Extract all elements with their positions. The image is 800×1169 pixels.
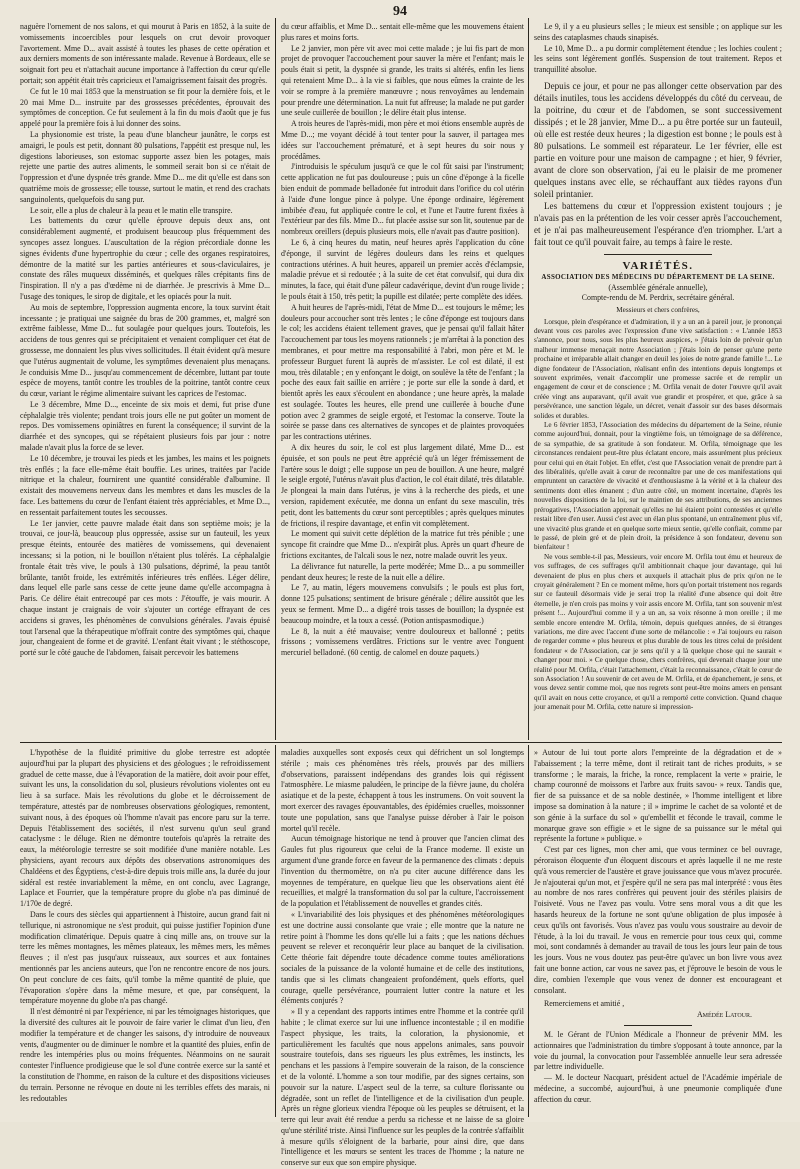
separator-rule <box>624 1025 692 1026</box>
paragraph: Au mois de septembre, l'oppression augmenta encore, la toux survint était incessante ; je pratiquai une saignée du bras de 200 grammes, et, malgré son extrême faiblesse, Mme D... fut soulagée pour quelques jours. Toutefois, les accidens de tous genres qui se précipitaient et venaient compliquer cet état de grossesse, me donnaient les plus vives sollicitudes. Il était évident qu'à mesure que l'utérus augmentait de volume, les symptômes devenaient plus menaçans. Je conduisis Mme D... jusqu'au commencement de décembre, luttant par toute espèce de moyens, tantôt contre les troubles de la poitrine, tantôt contre ceux du cœur, variant le régime alimentaire suivant les caprices de l'estomac. <box>20 302 270 399</box>
notice: M. le Gérant de l'Union Médicale a l'honneur de prévenir MM. les actionnaires que l'administration du timbre s'opposant à toute annonce, par la voie du journal, la convocation pour l'assemblée annuelle leur sera adressée par lettre individuelle. <box>534 1029 782 1072</box>
observation-and-varietes-column <box>534 22 782 738</box>
page-number: 94 <box>393 4 407 19</box>
paragraph: Il n'est démontré ni par l'expérience, ni par les témoignages historiques, que la diversité des cultures ait le pouvoir de faire varier le climat d'un lieu, d'en modifier la température et de changer les saisons, d'y introduire de nouveaux vents, d'augmenter ou de diminuer le nombre et la quantité des pluies, enfin de rendre les intempéries plus ou moins fréquentes. Néanmoins on ne saurait contester l'influence prodigieuse que le sol d'une contrée exerce sur la santé et la constitution de l'homme, en raison de la culture et des dispositions vicieuses du terrain. Personne ne révoque en doute ni les terribles effets des marais, ni les redoutables <box>20 1007 270 1103</box>
column-rule-left-bottom <box>275 745 276 1117</box>
paragraph: Le 2 janvier, mon père vit avec moi cette malade ; je lui fis part de mon projet de provoquer l'accouchement pour sauver la mère et l'enfant; mais le pouls était si petit, la dyspnée si grande, les traits si altérés, enfin les liens qui retenaient Mme D... à la vie si faibles, que nous eûmes la crainte de les voir se rompre à la première manœuvre ; nous renvoyâmes au lendemain pour prendre une détermination. La nuit fut affreuse; la malade ne put garder une seule cuillerée de bouillon ; le délire était plus intense. <box>281 43 524 118</box>
paragraph: « L'invariabilité des lois physiques et des phénomènes météorologiques est une doctrine aussi consolante que vraie ; elle montre que la nature ne retire point à l'homme les dons qu'elle lui a faits ; que les nations déchues peuvent se relever et reconquérir leur place au banquet de la civilisation. Cette théorie fait dépendre toute décadence comme toutes améliorations sociales de la puissance de la volonté humaine et de celle des institutions, tandis que si les climats changeaient profondément, quels efforts, quel courage, quelle persévérance, pourraient lutter contre la nature et les éléments conjurés ? <box>281 909 524 1006</box>
paragraph: Le 1er janvier, cette pauvre malade était dans son septième mois; je la trouvai, ce jour-là, beaucoup plus oppressée, assise sur un fauteuil, les yeux presque éteints, entourée des matières de vomissemens, qui devenaient incessans; si la potion, ni le bouillon n'étaient plus tolérés. La céphalalgie frontale était très vive, le pouls à 130 pulsations, déprimé, la peau tantôt brûlante, tantôt froide, les extrémités inférieures très enflées. Léger délire, dans lequel elle parle sans cesse de cette jeune dame qu'elle accompagna à Paris. Ce délire était entrecoupé par ces mots : J'étouffe, je vais mourir. A chaque instant je craignais de voir s'ajouter un cortége effrayant de ces accidens si graves, les phénomènes de convulsions générales. J'avais épuisé tout l'arsenal que la thérapeutique m'offrait contre des symptômes qui, chaque jour, changeaient de forme et de gravité. L'enfant était vivant ; le stéthoscope, porté sur le côté gauche de l'abdomen, faisait percevoir les battemens <box>20 518 270 658</box>
salutation: Messieurs et chers confrères, <box>616 306 700 315</box>
large-print-block <box>534 80 782 248</box>
paragraph: Le 10 décembre, je trouvai les pieds et les jambes, les mains et les poignets très enflés ; la face elle-même était bouffie. Les urines, traitées par l'acide nitrique et la chaleur, fournirent une quantité considérable d'albumine. Il existait des mouvemens nerveux dans les membres et dans les muscles de la face. Les battemens du cœur de l'enfant étaient très appréciables, et Mme D..., en ressentait parfaitement toutes les secousses. <box>20 453 270 517</box>
paragraph: Le 7, au matin, légers mouvemens convulsifs ; le pouls est plus fort, donne 125 pulsations; sentiment de brisure générale ; délire aussitôt que les yeux se ferment. Mme D... a digéré trois tasses de bouillon; la dyspnée est beaucoup moindre, et la toux a cessé. (Potion antispasmodique.) <box>281 583 524 625</box>
paragraph: Le 6, à cinq heures du matin, neuf heures après l'application du cône d'éponge, il survint de légères douleurs dans les reins et quelques contractions utérines. A huit heures, appareil un premier accès d'éclampsie, maladie prévue et si redoutée ; à la suite de cet état convulsif, qui dura dix minutes, la face, qui était d'une pâleur cadavérique, devint d'un rouge livide ; le pouls était à 150, très petit; la pupille est dilatée; perte complète des idées. <box>281 237 524 301</box>
feuilleton-column-3 <box>534 748 782 1120</box>
paragraph: J'introduisis le spéculum jusqu'à ce que le col fût saisi par l'instrument; cette application ne fut pas douloureuse ; puis un cône d'éponge à la ficelle bien enduit de pommade belladonée fut introduit dans l'orifice du col utérin à l'aide d'une longue pince à polype. Une éponge ordinaire, légèrement imbibée d'eau, fut appliquée contre le col, et l'une et l'autre furent fixées à l'extérieur par des fils. Mme D... fut placée assise sur son lit, soutenue par de nombreux oreillers (depuis plusieurs mois, elle n'avait pas d'autre position). <box>281 162 524 237</box>
section-subtitle: ASSOCIATION DES MÉDECINS DU DÉPARTEMENT DE LA SEINE. <box>541 272 775 281</box>
paragraph: Le 8, la nuit a été mauvaise; ventre douloureux et ballonné ; petits frissons ; vomissemens verdâtres. Frictions sur le ventre avec l'onguent mercuriel belladoné. (60 centig. de calomel en douze paquets.) <box>281 626 524 658</box>
signature: Amédée Latour. <box>696 1010 752 1020</box>
paragraph: Le 10, Mme D... a pu dormir complètement étendue ; les lochies coulent ; les seins sont légèrement gonflés. Suspension de tout traitement. Repos et tranquillité absolue. <box>534 43 782 75</box>
observation-column-2 <box>281 22 524 738</box>
paragraph: Les battements du cœur qu'elle éprouve depuis deux ans, ont considérablement augmenté, et produisent beaucoup plus fréquemment des syncopes assez longues. L'auscultation de la région précordiale donne les signes évidents d'une hypertrophie du cœur ; celle des organes respiratoires, démontre de la matité sur les parties antérieures et sous-claviculaires, je constate des râles muqueux disséminés, et quelques râles crépitants fins de l'inspiration. Il n'y a pas d'œdème ni de diarrhée. Je prescrivis à Mme D... l'usage des toniques, le sirop de digitale, et les opiacés pour la nuit. <box>20 216 270 301</box>
column-rule-right-bottom <box>528 745 529 1117</box>
observation-column-1 <box>20 22 270 738</box>
paragraph: » Autour de lui tout porte alors l'empreinte de la dégradation et de » l'abaissement ; la terre même, dont il retirait tant de riches produits, » se transforme ; le marais, la friche, la ronce, remplacent la verte » prairie, le champ couronné de moissons et l'arbre aux fruits savou- » reux. Tandis que, fier de sa puissance et de sa noble destinée, » l'homme intelligent et libre impose sa domination à la nature ; il » imprime le cachet de sa volonté et de son génie à la surface du sol » qu'embellit et féconde le travail, comme le monarque grave son effigie » et le signe de sa puissance sur le métal qui représente la fortune » publique. » <box>534 748 782 844</box>
column-rule-left-top <box>275 18 276 740</box>
feuilleton-column-2 <box>281 748 524 1168</box>
paragraph: A dix heures du soir, le col est plus largement dilaté, Mme D... est épuisée, et son pouls ne peut être apprécié qu'à un léger frémissement de l'artère sous le doigt ; elle suppose un peu de bouillon. A une heure, malgré le seigle ergoté, l'utérus n'avait plus d'action, le col était dilaté, très dilatable. Je plongeai la main dans l'utérus, je vins à la recherche des pieds, et une version, rapidement exécutée, me donna un enfant du sexe masculin, très petit, dont les battements du cœur sont perceptibles ; après quelques minutes de frictions, il respire davantage, et enfin vit complètement. <box>281 443 524 528</box>
paragraph: L'hypothèse de la fluidité primitive du globe terrestre est adoptée aujourd'hui par la plupart des physiciens et des géologues ; le refroidissement graduel de cette masse, due à l'évaporation de la matière, doit avoir pour effet, suivant les uns, la consolidation du sol, plusieurs révolutions violentes ont eu lieu à sa surface. Mais les révolutions du globe et le décroissement de température, attestés par de nombreuses observations géologiques, remontent, suivant nous, à des époques où l'homme n'avait pas encore paru sur la terre. Depuis l'établissement des sociétés, il n'est survenu qu'un seul grand cataclysme : le déluge. Rien ne démontre toutefois qu'après la retraite des eaux, la météorologie terrestre se soit modifiée d'une manière notable. Les physiciens, ayant recours aux dépôts des observations astronomiques des Chaldéens et des Égyptiens, c'est-à-dire depuis trois mille ans, la durée du jour sidéral est restée invariablement la même, en ont conclu, avec Lagrange, Laplace et Fourrier, que la température propre du globe n'a pas diminué de 1/170e de degré. <box>20 748 270 909</box>
paragraph: naguère l'ornement de nos salons, et qui mourut à Paris en 1852, à la suite de vomissements incoercibles pour lesquels on crut devoir provoquer l'avortement. Mme D... avait assisté à toutes les phases de cette opération et aux derniers moments de son intéressante malade. Revenue à Bordeaux, elle se soignait fort peu et n'attachait aucune importance à l'affection du cœur qu'elle portait; son appétit était très capricieux et l'amaigrissement faisait des progrès. <box>20 22 270 85</box>
report-body <box>534 306 782 712</box>
report-byline: Compte-rendu de M. Perdrix, secrétaire général. <box>581 293 735 303</box>
paragraph: A trois heures de l'après-midi, mon père et moi étions ensemble auprès de Mme D...; me voyant décidé à tout tenter pour la sauver, il partagea mes idées sur l'accouchement prématuré, et à sept heures du soir nous y procédâmes. <box>281 119 524 161</box>
section-title: VARIÉTÉS. <box>622 259 694 272</box>
paragraph: Le 6 février 1853, l'Association des médecins du département de la Seine, réunie comme aujourd'hui, donnait, pour la vingtième fois, un témoignage de sa déférence, de sa sympathie, de sa gratitude à son fondateur. M. Orfila, témoignage que les circonstances rendaient peut-être plus éclatant encore, mais assurément plus précieux pour celui qui en était l'objet. En effet, c'est que l'Association venait de prendre part à des libéralités, qu'elle avait à cœur de reconnaître par une de ces manifestations qui empruntent un caractère de vivacité et d'enthousiasme à la vérité et à la chaleur des sentiments dont elles émanent ; d'un autre côté, un moment incertaine, d'après les nouvelles dispositions de la loi, sur le maintien de ses attributions, de ses anciennes prérogatives, l'Association apprenait qu'elles ne lui étaient point contestées et qu'elle restait libre d'en user. Aussi c'est avec un élan plus spontané, un entraînement plus vif, une vivacité plus grande et en quelque sorte mieux sentie, qu'elle confiait, comme par le passé, de plein gré et de plein droit, la présidence à son fondateur, devenu son bienfaiteur ! <box>534 421 782 552</box>
paragraph: Depuis ce jour, et pour ne pas allonger cette observation par des détails inutiles, tous les accidens développés du côté du cerveau, de la poitrine, du cœur et de l'abdomen, se sont successivement dissipés ; et le 28 janvier, Mme D... a pu être portée sur un fauteuil, où elle est restée deux heures ; la digestion est bonne ; le pouls est à 80 pulsations. Le sommeil est réparateur. Le 1er février, elle est partie en voiture pour une maison de campagne ; et hier, 9 février, avant de clore son observation, j'ai eu le plaisir de me promener quelques instans avec elle, se réchauffant aux tièdes rayons d'un soleil printanier. <box>534 80 782 199</box>
section-note: (Assemblée générale annuelle), <box>608 282 708 292</box>
paragraph: » Il y a cependant des rapports intimes entre l'homme et la contrée qu'il habite ; le climat exerce sur lui une influence incontestable ; il en modifie l'aspect physique, les traits, la coloration, la physionomie, et particulièrement les facultés que nous appelons animales, sans pouvoir soustraire toutefois, dans ses rigueurs les plus extrêmes, les instincts, les penchans et les passions à l'empire souverain de la raison, de la conscience et de la volonté. L'homme a son tour modifie, par des signes certains, son pouvoir sur la nature. L'aspect seul de la terre, sa culture florissante ou dégradée, sont un reflet de l'intelligence et de la civilisation d'un peuple. Après un règne glorieux viendra l'époque où les peuples se détruisent, et la terre qui leur avait été rendue a perdu sa richesse et ne laisse de sa gloire qu'une stérilité triste. Ainsi l'influence sur les peuples de la contrée s'affaiblit à mesure qu'ils s'éloignent de la barbarie, pour ainsi dire, que dans l'intelligence et les mœurs se sentent les traces de l'homme ; la nature ne conserve sur eux que son empire physique. <box>281 1007 524 1168</box>
paragraph: Dans le cours des siècles qui appartiennent à l'histoire, aucun grand fait ni tellurique, ni astronomique ne s'est produit, qui puisse justifier l'opinion d'une modification climatérique. Depuis quatre à cinq mille ans, on trouve sur la terre les mêmes montagnes, les mêmes plateaux, les mêmes mers, les mêmes fleuves ; il n'est pas jusqu'aux ruisseaux, aux sources et aux fontaines mentionnés par les anciens auteurs, que l'on ne rencontre encore de nos jours. On peut conclure de ces faits, qu'il tombe la même quantité de pluie, que l'évaporation s'opère dans la même mesure, et que, par conséquent, la température moyenne du globe n'a pas changé. <box>20 909 270 1006</box>
notice: — M. le docteur Nacquart, président actuel de l'Académie impériale de médecine, a succombé, aujourd'hui, à une pneumonie compliquée d'une affection du cœur. <box>534 1073 782 1104</box>
paragraph: Lorsque, plein d'espérance et d'admiration, il y a un an à pareil jour, je prononçai devant vous ces paroles avec l'expression d'une vive satisfaction : « L'année 1853 s'annonce, pour nous, sous les plus heureux auspices, » j'étais loin de prévoir qu'un malheur immense menaçait notre Association ; j'étais loin de penser qu'une perte prochaine et irréparable allait changer en deuil les joies de notre grande famille !... Le digne fondateur de l'Association, réalisant enfin des intentions depuis longtemps et souvent exprimées, venait d'accomplir une promesse sacrée et de remplir un engagement de cœur et de conscience ; M. Orfila venait de doter l'œuvre qu'il avait créée vingt ans auparavant, qu'il avait vue grandir et prospérer, et que, grâce à sa persévérance, une sanction légale, un décret, venait d'assoir sur des bases désormais solides et durables. <box>534 317 782 420</box>
paragraph: Aucun témoignage historique ne tend à prouver que l'ancien climat des Gaules fut plus rigoureux que celui de la France moderne. Il existe un argument d'une grande force en faveur de la permanence des climats : depuis l'invention du thermomètre, on n'a pu citer aucune différence dans les moyennes de température, en quelque lieu que les observations aient été recueillies, et malgré la transformation du sol par la culture, l'accroissement de la population et l'établissement de nouvelles et grandes cités. <box>281 834 524 909</box>
paragraph: La délivrance fut naturelle, la perte modérée; Mme D... a pu sommeiller pendant deux heures; le reste de la nuit elle a délire. <box>281 561 524 582</box>
separator-rule <box>604 254 712 255</box>
column-rule-right-top <box>528 18 529 740</box>
paragraph: Ne vous semble-t-il pas, Messieurs, voir encore M. Orfila tout ému et heureux de vos suffrages, de ces suffrages qu'il ambitionnait chaque jour davantage, qui lui devenaient de plus en plus chers et auxquels il attachait plus de prix qu'on ne le croyait généralement ? En ce moment même, hors qu'on portait tristement nos regards sur ce fauteuil désormais vide je serai trop la réalité d'une absence qui doit être éternelle, je n'en crois pas moins y voir assis encore M. Orfila, tant son souvenir m'est présent !... Aujourd'hui comme il y a un an, sa voix résonne à mon oreille ; il me semble encore entendre M. Orfila, témoin, depuis quelques années, de si étranges variations, me dire avec l'accent d'une sorte de mélancolie : « J'ai toujours eu raison de regarder comme « plus heureux et plus durable de tous les titres celui de président fondateur « de l'Association, car je sens qu'il y a là quelque chose qui ne saurait « changer pour moi. » Ce quelque chose, chers confrères, qui devenait chaque jour une réalité pour M. Orfila, c'était l'attachement, c'était la reconnaissance, c'était le cœur de son Association ! Au souvenir de cet aveu de M. Orfila, et de épanchement, je sens, et vous devez sentir comme moi, que nos regrets sont peut-être moins amers en pensant qu'il avait en nous cette croyance, et qu'il a remporté cette conviction. Quand chaque jour amenait pour M. Orfila, cette nature si impression- <box>534 552 782 712</box>
paragraph: Le moment qui suivit cette déplétion de la matrice fut très pénible ; une syncope fit craindre que Mme D... n'expirât plus. Après un quart d'heure de frictions excitantes, de l'alcali sous le nez, notre malade ouvrit les yeux. <box>281 529 524 561</box>
section-divider <box>20 742 782 743</box>
closing-line: Remerciemens et amitié , <box>544 999 625 1009</box>
feuilleton-column-1 <box>20 748 270 1120</box>
paragraph: Le 3 décembre, Mme D..., enceinte de six mois et demi, fut prise d'une céphalalgie très violente; pendant trois jours elle ne put goûter un moment de repos. Des vomissemens opiniâtres en furent la conséquence; il survint de la diarrhée et des syncopes, qui se répétaient plusieurs fois par jour : notre malade n'avait plus la force de se lever. <box>20 399 270 453</box>
paragraph: Les battemens du cœur et l'oppression existent toujours ; je n'avais pas en la prétention de les voir cesser après l'accouchement, et je n'ai pas malheureusement l'espérance d'en triompher. L'art a fait tout ce qu'il pouvait faire, au temps à faire le reste. <box>534 200 782 247</box>
paragraph: La physionomie est triste, la peau d'une blancheur jaunâtre, le corps est amaigri, le pouls est petit, donnant 80 pulsations, l'appétit est presque nul, les digestions laborieuses, son estomac supporte assez bien les potages, mais rejette une partie des autres aliments, le sommeil serait bon si ce n'était de l'oppression et d'une dyspnée très grande. Mme D... me dit qu'elle est dans son quatrième mois de grossesse; elle tousse, surtout le matin, et rend des crachats sanguinolents, quelquefois du sang pur. <box>20 129 270 204</box>
paragraph: maladies auxquelles sont exposés ceux qui défrichent un sol longtemps stérile ; mais ces phénomènes très réels, prouvés par des milliers d'observations, paraissent indépendans des grandes lois qui régissent l'atmosphère. Le miasme paludéen, le principe de la fièvre jaune, du choléra asiatique et de la peste, échappent à tous les instrumens. On voit souvent la mort exercer des ravages épouvantables, des épidémies cruelles, moissonner toute une population, sans que l'analyse puisse dérober à l'air le poison mortel qu'il recèle. <box>281 748 524 833</box>
paragraph: du cœur affaiblis, et Mme D... sentait elle-même que les mouvemens étaient plus rares et moins forts. <box>281 22 524 42</box>
paragraph: A huit heures de l'après-midi, l'état de Mme D... est toujours le même; les douleurs pour accoucher sont très lentes ; le cône d'éponge est toujours dans le col; les accidens étaient tellement graves, que je pensai qu'il fallait hâter l'accouchement par tous les moyens rationnels ; je m'arrêtai à la ponction des membranes, et pour mettre ma responsabilité à l'abri, mon père et M. le professeur Burguet furent là auprès de m'assister. Le col est dilaté, il est mou, très dilatable ; en y enfonçant le doigt, on soulève la tête de l'enfant ; la poche des eaux fait saillie en arrière ; je porte sur elle la sonde à dard, et bientôt après les eaux s'écoulent en abondance ; une heure après, la malade est soulagée. Toutes les heures, elle prend une cuillerée à bouche d'une potion avec 2 grammes de seigle ergoté, et l'estomac la conserve. Toute la soirée se passe dans ces alternatives de syncopes et de plaintes provoquées par les contractions utérines. <box>281 302 524 442</box>
paragraph: Ce fut le 10 mai 1853 que la menstruation se fit pour la dernière fois, et le 20 mai Mme D... instruite par des grossesses précédentes, éprouvait des symptômes de conception. Ce fut seulement à la fin du mois d'août que je fus appelé pour la première fois à lui donner des soins. <box>20 86 270 129</box>
paragraph: C'est par ces lignes, mon cher ami, que vous terminez ce bel ouvrage, péroraison éloquente d'un éloquent discours et après laquelle il ne me reste qu'à vous remercier de l'austère et grave jouissance que vous m'avez procurée. Je n'ajouterai qu'un mot, et j'espère qu'il ne sera pas mal interprété : vous êtes au nombre de nos rares confrères qui peuvent jouir des stériles plaisirs de l'oisiveté. Vous ne l'avez pas voulu. Votre sens moral vous a dit que les hasards heureux de la fortune ne sont qu'une obligation de plus imposée à ceux qu'ils ont favorisés. Vous n'avez pas voulu vous soustraire au devoir de l'étude, à la loi du travail. Je vous en remercie pour tous ceux qui, comme moi, sont condamnés à demander au travail de tous les jours leur pain de tous les jours. Vous ne vous doutez pas peut-être qu'avec un bon livre vous avez fait une bonne action, car vous ne savez pas, et j'éprouve le besoin de vous le dire, combien l'exemple que vous venez de donner est encourageant et consolant. <box>534 845 782 995</box>
paragraph: Le 9, il y a eu plusieurs selles ; le mieux est sensible ; on applique sur les seins des cataplasmes chauds sinapisés. <box>534 22 782 42</box>
paragraph: Le soir, elle a plus de chaleur à la peau et le matin elle transpire. <box>30 205 233 215</box>
